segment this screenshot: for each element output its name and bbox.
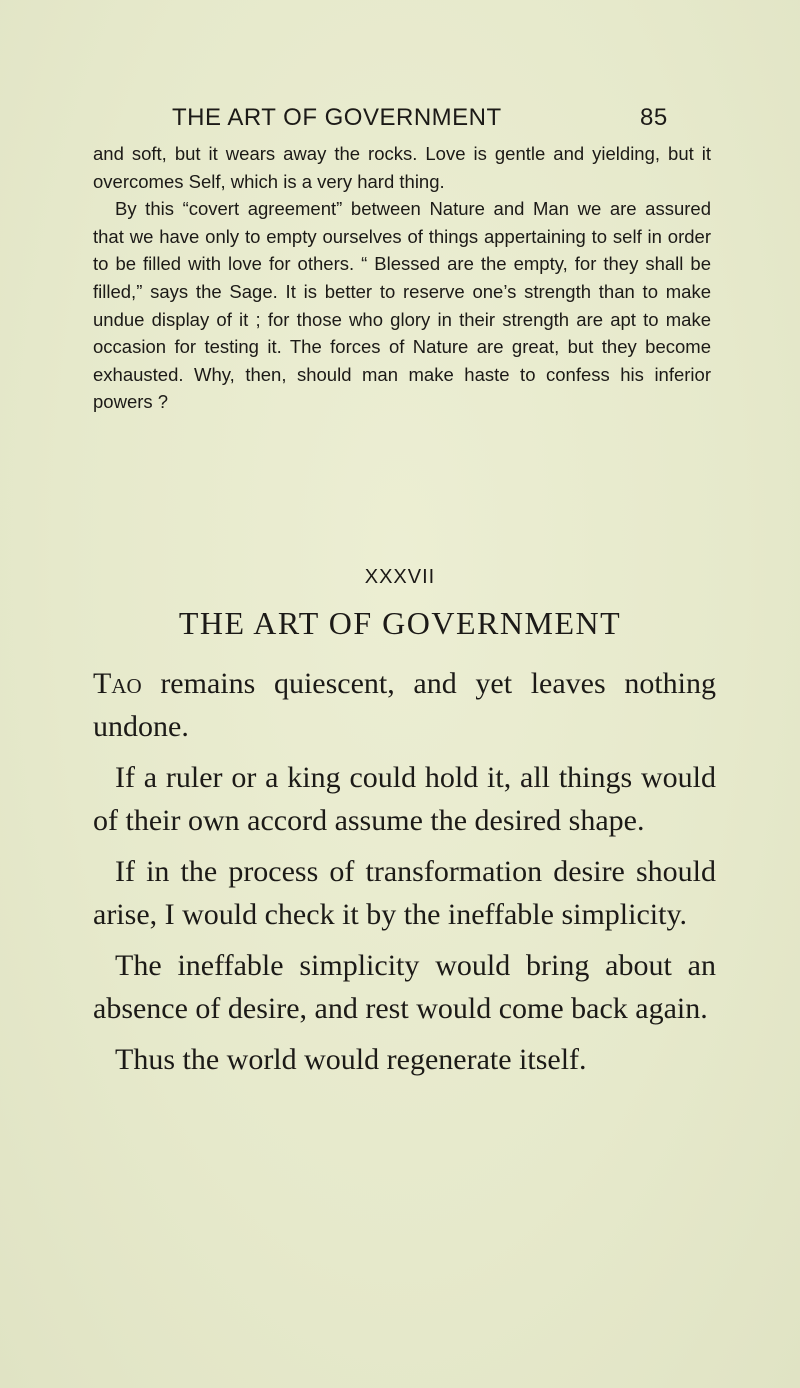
verse-paragraph: If in the process of transformation desire should arise, I would check it by the ineffable simplicity. <box>93 855 716 931</box>
prose-body <box>93 140 711 416</box>
prose-paragraph: and soft, but it wears away the rocks. Love is gentle and yielding, but it overcomes Self, which is a very hard thing. <box>93 143 711 192</box>
prose-paragraph: By this “covert agreement” between Nature and Man we are assured that we have only to empty ourselves of things appertaining to self in order to be filled with love for others. “ Blessed are the empty, for they shall be filled,” says the Sage. It is better to reserve one’s strength than to make undue display of it ; for those who glory in their strength are apt to make occasion for testing it. The forces of Nature are great, but they become exhausted. Why, then, should man make haste to confess his inferior powers ? <box>93 198 711 413</box>
verse-paragraph: The ineffable simplicity would bring about an absence of desire, and rest would come back again. <box>93 949 716 1025</box>
chapter-title: THE ART OF GOVERNMENT <box>178 605 622 641</box>
running-head <box>0 104 800 138</box>
chapter-text <box>93 663 716 1091</box>
verse-paragraph: If a ruler or a king could hold it, all things would of their own accord assume the desired shape. <box>93 761 716 837</box>
verse-paragraph <box>93 663 716 748</box>
verse-first-rest: remains quiescent, and yet leaves nothing undone. <box>93 667 716 743</box>
verse-first-word: Tao <box>93 667 142 700</box>
chapter-number: XXXVII <box>364 566 436 588</box>
verse-paragraph: Thus the world would regenerate itself. <box>115 1043 587 1076</box>
running-head-title: THE ART OF GOVERNMENT <box>172 104 502 131</box>
page-number: 85 <box>640 104 668 131</box>
